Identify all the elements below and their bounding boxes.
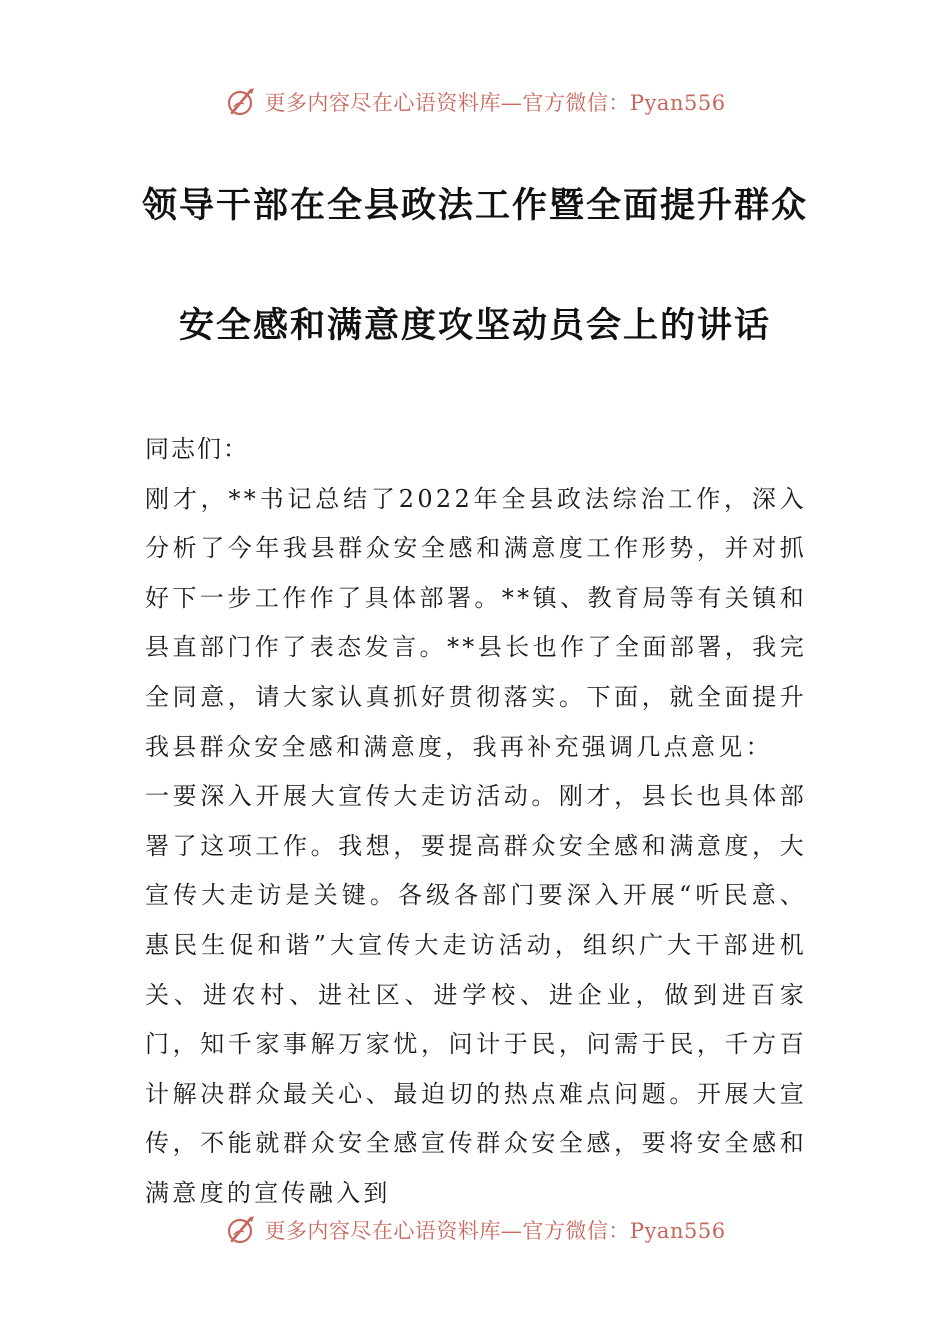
pen-circle-logo-icon bbox=[224, 1213, 258, 1247]
salutation: 同志们： bbox=[145, 435, 249, 463]
pen-circle-logo-icon bbox=[224, 85, 258, 119]
header-watermark bbox=[0, 82, 950, 122]
footer-watermark bbox=[0, 1210, 950, 1250]
document-title-line-2: 安全感和满意度攻坚动员会上的讲话 bbox=[178, 306, 771, 346]
body-paragraph: 刚才，**书记总结了2022年全县政法综治工作，深入分析了今年我县群众安全感和满意度工作形势，并对抓好下一步工作作了具体部署。**镇、教育局等有关镇和县直部门作了表态发言。**县长也作了全面部署，我完全同意，请大家认真抓好贯彻落实。下面，就全面提升我县群众安全感和满意度，我再补充强调几点意见： bbox=[145, 484, 807, 761]
watermark-text: 更多内容尽在心语资料库—官方微信：Pyan556 bbox=[264, 91, 726, 115]
watermark-text: 更多内容尽在心语资料库—官方微信：Pyan556 bbox=[264, 1219, 726, 1243]
body-paragraph: 一要深入开展大宣传大走访活动。刚才，县长也具体部署了这项工作。我想，要提高群众安全感和满意度，大宣传大走访是关键。各级各部门要深入开展“听民意、惠民生促和谐”大宣传大走访活动，组织广大干部进机关、进农村、进社区、进学校、进企业，做到进百家门，知千家事解万家忧，问计于民，问需于民，千方百计解决群众最关心、最迫切的热点难点问题。开展大宣传，不能就群众安全感宣传群众安全感，要将安全感和满意度的宣传融入到 bbox=[145, 782, 807, 1207]
document-title-line-1: 领导干部在全县政法工作暨全面提升群众 bbox=[141, 186, 808, 226]
document-body bbox=[145, 425, 807, 1219]
